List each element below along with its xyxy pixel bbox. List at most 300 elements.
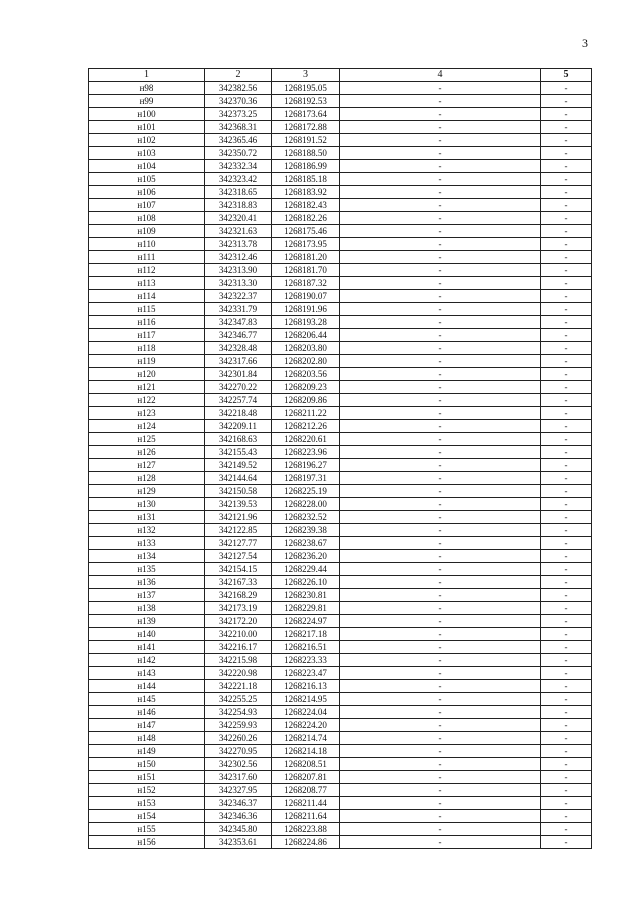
column-4-cell: -	[340, 602, 541, 615]
column-4-cell: -	[340, 498, 541, 511]
x-coordinate-cell: 342149.52	[205, 459, 272, 472]
column-5-cell: -	[541, 433, 592, 446]
table-row	[89, 355, 592, 368]
x-coordinate-cell: 342155.43	[205, 446, 272, 459]
column-5-cell: -	[541, 173, 592, 186]
column-5-cell: -	[541, 628, 592, 641]
table-row	[89, 576, 592, 589]
column-4-cell: -	[340, 420, 541, 433]
point-name-cell: н127	[89, 459, 205, 472]
table-row	[89, 342, 592, 355]
column-4-cell: -	[340, 680, 541, 693]
point-name-cell: н108	[89, 212, 205, 225]
table-row	[89, 628, 592, 641]
column-4-cell: -	[340, 173, 541, 186]
point-name-cell: н146	[89, 706, 205, 719]
x-coordinate-cell: 342331.79	[205, 303, 272, 316]
table-row	[89, 186, 592, 199]
table-row	[89, 680, 592, 693]
column-header-y: 3	[272, 69, 340, 82]
point-name-cell: н153	[89, 797, 205, 810]
x-coordinate-cell: 342121.96	[205, 511, 272, 524]
column-5-cell: -	[541, 381, 592, 394]
x-coordinate-cell: 342257.74	[205, 394, 272, 407]
column-5-cell: -	[541, 108, 592, 121]
x-coordinate-cell: 342347.83	[205, 316, 272, 329]
column-5-cell: -	[541, 654, 592, 667]
table-row	[89, 212, 592, 225]
column-4-cell: -	[340, 576, 541, 589]
table-header-row	[89, 69, 592, 82]
x-coordinate-cell: 342270.95	[205, 745, 272, 758]
column-5-cell: -	[541, 615, 592, 628]
table-row	[89, 134, 592, 147]
y-coordinate-cell: 1268216.51	[272, 641, 340, 654]
table-row	[89, 238, 592, 251]
x-coordinate-cell: 342172.20	[205, 615, 272, 628]
x-coordinate-cell: 342370.36	[205, 95, 272, 108]
y-coordinate-cell: 1268214.74	[272, 732, 340, 745]
point-name-cell: н102	[89, 134, 205, 147]
x-coordinate-cell: 342255.25	[205, 693, 272, 706]
y-coordinate-cell: 1268186.99	[272, 160, 340, 173]
column-5-cell: -	[541, 511, 592, 524]
page-number: 3	[582, 36, 588, 50]
column-4-cell: -	[340, 134, 541, 147]
y-coordinate-cell: 1268203.80	[272, 342, 340, 355]
table-row	[89, 667, 592, 680]
y-coordinate-cell: 1268182.43	[272, 199, 340, 212]
x-coordinate-cell: 342327.95	[205, 784, 272, 797]
x-coordinate-cell: 342301.84	[205, 368, 272, 381]
point-name-cell: н155	[89, 823, 205, 836]
point-name-cell: н123	[89, 407, 205, 420]
y-coordinate-cell: 1268232.52	[272, 511, 340, 524]
point-name-cell: н144	[89, 680, 205, 693]
y-coordinate-cell: 1268191.52	[272, 134, 340, 147]
column-4-cell: -	[340, 485, 541, 498]
column-5-cell: -	[541, 797, 592, 810]
point-name-cell: н104	[89, 160, 205, 173]
point-name-cell: н114	[89, 290, 205, 303]
column-4-cell: -	[340, 823, 541, 836]
table-row	[89, 771, 592, 784]
y-coordinate-cell: 1268195.05	[272, 82, 340, 95]
column-5-cell: -	[541, 836, 592, 849]
column-5-cell: -	[541, 823, 592, 836]
point-name-cell: н138	[89, 602, 205, 615]
column-5-cell: -	[541, 186, 592, 199]
column-header-4: 4	[340, 69, 541, 82]
x-coordinate-cell: 342320.41	[205, 212, 272, 225]
point-name-cell: н135	[89, 563, 205, 576]
x-coordinate-cell: 342154.15	[205, 563, 272, 576]
x-coordinate-cell: 342150.58	[205, 485, 272, 498]
point-name-cell: н136	[89, 576, 205, 589]
table-row	[89, 108, 592, 121]
table-row	[89, 420, 592, 433]
column-4-cell: -	[340, 225, 541, 238]
table-row	[89, 290, 592, 303]
point-name-cell: н115	[89, 303, 205, 316]
column-5-cell: -	[541, 329, 592, 342]
table-row	[89, 498, 592, 511]
x-coordinate-cell: 342317.60	[205, 771, 272, 784]
column-4-cell: -	[340, 810, 541, 823]
table-row	[89, 823, 592, 836]
y-coordinate-cell: 1268223.88	[272, 823, 340, 836]
column-4-cell: -	[340, 628, 541, 641]
x-coordinate-cell: 342216.17	[205, 641, 272, 654]
column-4-cell: -	[340, 212, 541, 225]
column-5-cell: -	[541, 589, 592, 602]
y-coordinate-cell: 1268209.23	[272, 381, 340, 394]
column-4-cell: -	[340, 238, 541, 251]
x-coordinate-cell: 342127.77	[205, 537, 272, 550]
column-5-cell: -	[541, 550, 592, 563]
column-5-cell: -	[541, 784, 592, 797]
y-coordinate-cell: 1268226.10	[272, 576, 340, 589]
column-5-cell: -	[541, 732, 592, 745]
point-name-cell: н140	[89, 628, 205, 641]
column-4-cell: -	[340, 316, 541, 329]
y-coordinate-cell: 1268225.19	[272, 485, 340, 498]
column-4-cell: -	[340, 342, 541, 355]
column-4-cell: -	[340, 121, 541, 134]
point-name-cell: н99	[89, 95, 205, 108]
y-coordinate-cell: 1268181.20	[272, 251, 340, 264]
y-coordinate-cell: 1268229.44	[272, 563, 340, 576]
table-row	[89, 602, 592, 615]
column-5-cell: -	[541, 446, 592, 459]
y-coordinate-cell: 1268224.97	[272, 615, 340, 628]
point-name-cell: н117	[89, 329, 205, 342]
x-coordinate-cell: 342321.63	[205, 225, 272, 238]
x-coordinate-cell: 342318.83	[205, 199, 272, 212]
column-4-cell: -	[340, 654, 541, 667]
column-5-cell: -	[541, 355, 592, 368]
point-name-cell: н107	[89, 199, 205, 212]
column-5-cell: -	[541, 199, 592, 212]
table-row	[89, 615, 592, 628]
column-5-cell: -	[541, 316, 592, 329]
point-name-cell: н132	[89, 524, 205, 537]
y-coordinate-cell: 1268175.46	[272, 225, 340, 238]
point-name-cell: н147	[89, 719, 205, 732]
point-name-cell: н130	[89, 498, 205, 511]
point-name-cell: н118	[89, 342, 205, 355]
x-coordinate-cell: 342144.64	[205, 472, 272, 485]
x-coordinate-cell: 342260.26	[205, 732, 272, 745]
column-4-cell: -	[340, 160, 541, 173]
table-row	[89, 316, 592, 329]
y-coordinate-cell: 1268223.33	[272, 654, 340, 667]
point-name-cell: н120	[89, 368, 205, 381]
column-4-cell: -	[340, 82, 541, 95]
point-name-cell: н151	[89, 771, 205, 784]
column-5-cell: -	[541, 524, 592, 537]
column-5-cell: -	[541, 277, 592, 290]
y-coordinate-cell: 1268191.96	[272, 303, 340, 316]
point-name-cell: н100	[89, 108, 205, 121]
point-name-cell: н152	[89, 784, 205, 797]
x-coordinate-cell: 342313.78	[205, 238, 272, 251]
x-coordinate-cell: 342346.77	[205, 329, 272, 342]
column-5-cell: -	[541, 680, 592, 693]
column-5-cell: -	[541, 758, 592, 771]
column-5-cell: -	[541, 459, 592, 472]
y-coordinate-cell: 1268224.04	[272, 706, 340, 719]
point-name-cell: н139	[89, 615, 205, 628]
x-coordinate-cell: 342168.63	[205, 433, 272, 446]
table-row	[89, 550, 592, 563]
x-coordinate-cell: 342173.19	[205, 602, 272, 615]
y-coordinate-cell: 1268228.00	[272, 498, 340, 511]
point-name-cell: н154	[89, 810, 205, 823]
column-5-cell: -	[541, 303, 592, 316]
column-4-cell: -	[340, 368, 541, 381]
y-coordinate-cell: 1268214.18	[272, 745, 340, 758]
point-name-cell: н98	[89, 82, 205, 95]
y-coordinate-cell: 1268220.61	[272, 433, 340, 446]
table-row	[89, 251, 592, 264]
y-coordinate-cell: 1268187.32	[272, 277, 340, 290]
column-4-cell: -	[340, 537, 541, 550]
column-5-cell: -	[541, 95, 592, 108]
column-4-cell: -	[340, 433, 541, 446]
table-row	[89, 199, 592, 212]
point-name-cell: н116	[89, 316, 205, 329]
x-coordinate-cell: 342323.42	[205, 173, 272, 186]
column-4-cell: -	[340, 277, 541, 290]
y-coordinate-cell: 1268223.96	[272, 446, 340, 459]
x-coordinate-cell: 342220.98	[205, 667, 272, 680]
table-row	[89, 264, 592, 277]
column-4-cell: -	[340, 459, 541, 472]
column-5-cell: -	[541, 121, 592, 134]
column-4-cell: -	[340, 290, 541, 303]
column-4-cell: -	[340, 550, 541, 563]
point-name-cell: н142	[89, 654, 205, 667]
table-row	[89, 485, 592, 498]
table-row	[89, 381, 592, 394]
point-name-cell: н109	[89, 225, 205, 238]
column-5-cell: -	[541, 498, 592, 511]
column-4-cell: -	[340, 563, 541, 576]
column-5-cell: -	[541, 602, 592, 615]
column-header-5: 5	[541, 69, 592, 82]
x-coordinate-cell: 342373.25	[205, 108, 272, 121]
x-coordinate-cell: 342346.36	[205, 810, 272, 823]
y-coordinate-cell: 1268183.92	[272, 186, 340, 199]
table-row	[89, 173, 592, 186]
column-4-cell: -	[340, 511, 541, 524]
column-5-cell: -	[541, 771, 592, 784]
column-5-cell: -	[541, 134, 592, 147]
table-row	[89, 433, 592, 446]
x-coordinate-cell: 342221.18	[205, 680, 272, 693]
table-row	[89, 446, 592, 459]
table-row	[89, 459, 592, 472]
column-5-cell: -	[541, 342, 592, 355]
column-5-cell: -	[541, 212, 592, 225]
y-coordinate-cell: 1268211.22	[272, 407, 340, 420]
column-4-cell: -	[340, 407, 541, 420]
x-coordinate-cell: 342345.80	[205, 823, 272, 836]
y-coordinate-cell: 1268229.81	[272, 602, 340, 615]
y-coordinate-cell: 1268196.27	[272, 459, 340, 472]
y-coordinate-cell: 1268211.64	[272, 810, 340, 823]
column-5-cell: -	[541, 719, 592, 732]
column-5-cell: -	[541, 537, 592, 550]
point-name-cell: н145	[89, 693, 205, 706]
x-coordinate-cell: 342312.46	[205, 251, 272, 264]
table-row	[89, 511, 592, 524]
y-coordinate-cell: 1268216.13	[272, 680, 340, 693]
column-5-cell: -	[541, 810, 592, 823]
y-coordinate-cell: 1268236.20	[272, 550, 340, 563]
column-5-cell: -	[541, 147, 592, 160]
y-coordinate-cell: 1268193.28	[272, 316, 340, 329]
column-5-cell: -	[541, 706, 592, 719]
x-coordinate-cell: 342210.00	[205, 628, 272, 641]
column-4-cell: -	[340, 797, 541, 810]
point-name-cell: н131	[89, 511, 205, 524]
table-row	[89, 524, 592, 537]
table-row	[89, 95, 592, 108]
y-coordinate-cell: 1268230.81	[272, 589, 340, 602]
column-4-cell: -	[340, 472, 541, 485]
column-4-cell: -	[340, 615, 541, 628]
x-coordinate-cell: 342313.30	[205, 277, 272, 290]
y-coordinate-cell: 1268224.86	[272, 836, 340, 849]
table-row	[89, 810, 592, 823]
point-name-cell: н103	[89, 147, 205, 160]
column-5-cell: -	[541, 563, 592, 576]
y-coordinate-cell: 1268211.44	[272, 797, 340, 810]
column-5-cell: -	[541, 238, 592, 251]
column-4-cell: -	[340, 303, 541, 316]
table-row	[89, 225, 592, 238]
y-coordinate-cell: 1268181.70	[272, 264, 340, 277]
x-coordinate-cell: 342382.56	[205, 82, 272, 95]
column-5-cell: -	[541, 225, 592, 238]
table-row	[89, 797, 592, 810]
x-coordinate-cell: 342302.56	[205, 758, 272, 771]
x-coordinate-cell: 342346.37	[205, 797, 272, 810]
column-5-cell: -	[541, 251, 592, 264]
x-coordinate-cell: 342209.11	[205, 420, 272, 433]
y-coordinate-cell: 1268224.20	[272, 719, 340, 732]
column-4-cell: -	[340, 264, 541, 277]
y-coordinate-cell: 1268173.64	[272, 108, 340, 121]
column-4-cell: -	[340, 667, 541, 680]
column-5-cell: -	[541, 576, 592, 589]
y-coordinate-cell: 1268192.53	[272, 95, 340, 108]
column-4-cell: -	[340, 745, 541, 758]
x-coordinate-cell: 342317.66	[205, 355, 272, 368]
y-coordinate-cell: 1268203.56	[272, 368, 340, 381]
column-header-point: 1	[89, 69, 205, 82]
column-header-x: 2	[205, 69, 272, 82]
column-4-cell: -	[340, 251, 541, 264]
y-coordinate-cell: 1268173.95	[272, 238, 340, 251]
column-4-cell: -	[340, 394, 541, 407]
y-coordinate-cell: 1268188.50	[272, 147, 340, 160]
column-5-cell: -	[541, 82, 592, 95]
x-coordinate-cell: 342313.90	[205, 264, 272, 277]
y-coordinate-cell: 1268182.26	[272, 212, 340, 225]
column-4-cell: -	[340, 771, 541, 784]
column-5-cell: -	[541, 394, 592, 407]
point-name-cell: н148	[89, 732, 205, 745]
column-5-cell: -	[541, 745, 592, 758]
column-5-cell: -	[541, 472, 592, 485]
point-name-cell: н150	[89, 758, 205, 771]
table-row	[89, 589, 592, 602]
x-coordinate-cell: 342368.31	[205, 121, 272, 134]
column-4-cell: -	[340, 589, 541, 602]
x-coordinate-cell: 342139.53	[205, 498, 272, 511]
x-coordinate-cell: 342365.46	[205, 134, 272, 147]
column-4-cell: -	[340, 758, 541, 771]
y-coordinate-cell: 1268239.38	[272, 524, 340, 537]
x-coordinate-cell: 342218.48	[205, 407, 272, 420]
point-name-cell: н101	[89, 121, 205, 134]
column-4-cell: -	[340, 108, 541, 121]
y-coordinate-cell: 1268172.88	[272, 121, 340, 134]
y-coordinate-cell: 1268190.07	[272, 290, 340, 303]
column-5-cell: -	[541, 264, 592, 277]
y-coordinate-cell: 1268217.18	[272, 628, 340, 641]
table-row	[89, 693, 592, 706]
point-name-cell: н133	[89, 537, 205, 550]
column-5-cell: -	[541, 160, 592, 173]
y-coordinate-cell: 1268223.47	[272, 667, 340, 680]
column-4-cell: -	[340, 641, 541, 654]
point-name-cell: н110	[89, 238, 205, 251]
table-row	[89, 641, 592, 654]
x-coordinate-cell: 342127.54	[205, 550, 272, 563]
point-name-cell: н113	[89, 277, 205, 290]
point-name-cell: н129	[89, 485, 205, 498]
table-row	[89, 758, 592, 771]
column-4-cell: -	[340, 446, 541, 459]
x-coordinate-cell: 342318.65	[205, 186, 272, 199]
coordinates-table	[88, 68, 592, 849]
column-4-cell: -	[340, 381, 541, 394]
table-body	[89, 82, 592, 849]
table-row	[89, 745, 592, 758]
column-4-cell: -	[340, 784, 541, 797]
table-row	[89, 706, 592, 719]
table-row	[89, 563, 592, 576]
column-5-cell: -	[541, 407, 592, 420]
y-coordinate-cell: 1268197.31	[272, 472, 340, 485]
table-row	[89, 654, 592, 667]
x-coordinate-cell: 342167.33	[205, 576, 272, 589]
column-4-cell: -	[340, 329, 541, 342]
column-4-cell: -	[340, 199, 541, 212]
point-name-cell: н119	[89, 355, 205, 368]
point-name-cell: н105	[89, 173, 205, 186]
point-name-cell: н106	[89, 186, 205, 199]
x-coordinate-cell: 342328.48	[205, 342, 272, 355]
point-name-cell: н111	[89, 251, 205, 264]
table-row	[89, 121, 592, 134]
x-coordinate-cell: 342332.34	[205, 160, 272, 173]
x-coordinate-cell: 342259.93	[205, 719, 272, 732]
